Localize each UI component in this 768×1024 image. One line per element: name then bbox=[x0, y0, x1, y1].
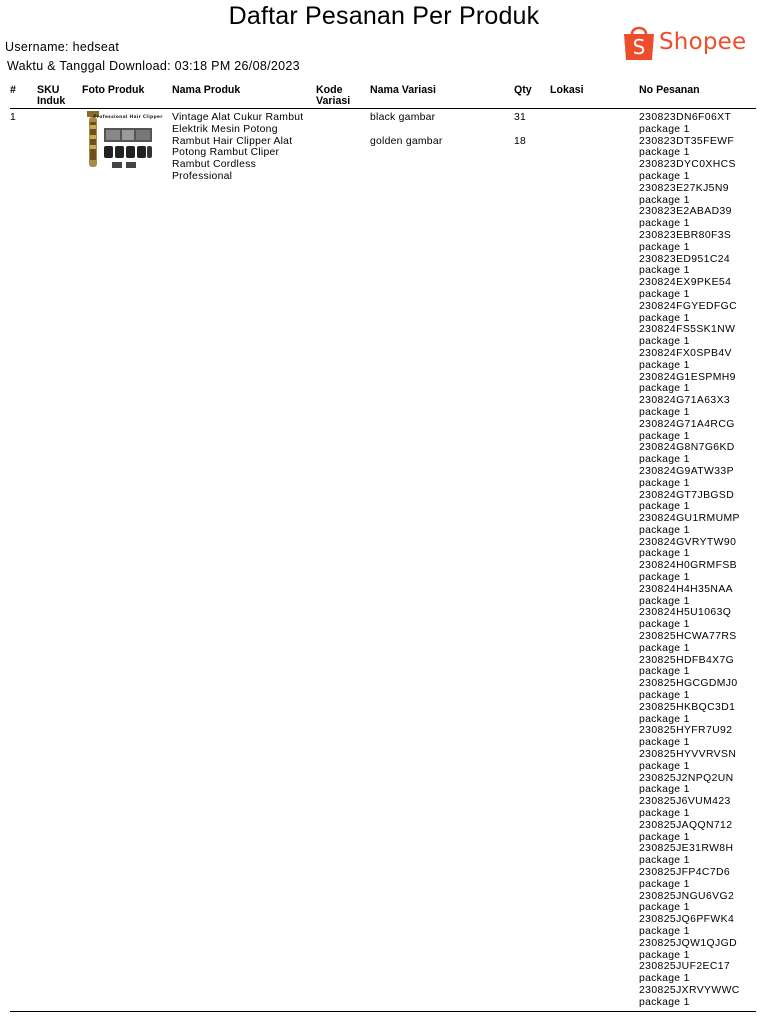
col-no: # bbox=[10, 84, 37, 109]
variant-code bbox=[316, 136, 370, 160]
order-package: package 1 bbox=[639, 147, 690, 159]
download-line bbox=[7, 59, 300, 73]
hair-clipper-product-image bbox=[84, 110, 163, 172]
order-package: package 1 bbox=[639, 690, 690, 702]
order-package: package 1 bbox=[639, 595, 690, 607]
order-package: package 1 bbox=[639, 218, 690, 230]
order-number: 230825HDFB4X7G bbox=[639, 654, 735, 666]
order-number: 230824G8N7G6KD bbox=[639, 442, 735, 454]
order-package: package 1 bbox=[639, 902, 690, 914]
col-photo: Foto Produk bbox=[82, 84, 172, 109]
row-photo bbox=[82, 109, 172, 1012]
order-number: 230825JUF2EC17 bbox=[639, 961, 731, 973]
order-number: 230825JNGU6VG2 bbox=[639, 890, 735, 902]
shopping-bag-icon bbox=[622, 22, 656, 62]
order-number: 230823DYC0XHCS bbox=[639, 159, 736, 171]
order-number: 230824EX9PKE54 bbox=[639, 277, 732, 289]
order-number: 230825J6VUM423 bbox=[639, 796, 731, 808]
col-variant: Nama Variasi bbox=[370, 84, 514, 109]
username-label: Username: bbox=[5, 40, 69, 54]
order-package: package 1 bbox=[639, 524, 690, 536]
order-number: 230825HYFR7U92 bbox=[639, 725, 733, 737]
order-number: 230823EBR80F3S bbox=[639, 229, 732, 241]
order-package: package 1 bbox=[639, 336, 690, 348]
variant-name: golden gambar bbox=[370, 136, 443, 147]
order-package: package 1 bbox=[639, 241, 690, 253]
order-number: 230824H0GRMFSB bbox=[639, 560, 738, 572]
order-number: 230824GVRYTW90 bbox=[639, 536, 737, 548]
page-title: Daftar Pesanan Per Produk bbox=[228, 2, 540, 30]
order-package: package 1 bbox=[639, 359, 690, 371]
order-number: 230824GU1RMUMP bbox=[639, 513, 740, 525]
order-package: package 1 bbox=[639, 406, 690, 418]
variant-code bbox=[316, 112, 370, 136]
order-package: package 1 bbox=[639, 265, 690, 277]
variant-qty: 18 bbox=[514, 136, 527, 147]
order-package: package 1 bbox=[639, 642, 690, 654]
order-number: 230824FS5SK1NW bbox=[639, 324, 736, 336]
row-sku bbox=[37, 109, 82, 1012]
col-orders: No Pesanan bbox=[639, 84, 756, 109]
order-package: package 1 bbox=[639, 878, 690, 890]
order-package: package 1 bbox=[639, 312, 690, 324]
order-number: 230825JFP4C7D6 bbox=[639, 867, 731, 878]
svg-text:S: S bbox=[632, 35, 646, 59]
order-package: package 1 bbox=[639, 760, 690, 772]
order-number: 230823E2ABAD39 bbox=[639, 206, 732, 218]
order-package: package 1 bbox=[639, 548, 690, 560]
row-location bbox=[550, 109, 639, 1012]
order-number: 230825J2NPQ2UN bbox=[639, 772, 734, 784]
order-number: 230823DT35FEWF bbox=[639, 135, 735, 147]
variant-qty: 31 bbox=[514, 112, 527, 123]
order-package: package 1 bbox=[639, 501, 690, 513]
order-package: package 1 bbox=[639, 666, 690, 678]
order-package: package 1 bbox=[639, 383, 690, 395]
order-package: package 1 bbox=[639, 123, 690, 135]
order-package: package 1 bbox=[639, 925, 690, 937]
col-code: Kode Variasi bbox=[316, 84, 370, 109]
username-line bbox=[5, 40, 119, 54]
order-number: 230824G9ATW33P bbox=[639, 465, 734, 477]
col-sku: SKU Induk bbox=[37, 84, 82, 109]
order-number: 230824GT7JBGSD bbox=[639, 489, 735, 501]
order-package: package 1 bbox=[639, 855, 690, 867]
col-product: Nama Produk bbox=[172, 84, 316, 109]
row-variant-codes bbox=[316, 109, 370, 1012]
order-package: package 1 bbox=[639, 831, 690, 843]
variant-name: black gambar bbox=[370, 112, 436, 123]
order-number: 230825JQW1QJGD bbox=[639, 937, 737, 949]
order-number: 230824FX0SPB4V bbox=[639, 347, 732, 359]
order-package: package 1 bbox=[639, 949, 690, 961]
username-value: hedseat bbox=[72, 40, 120, 54]
order-number: 230823E27KJ5N9 bbox=[639, 182, 729, 194]
order-package: package 1 bbox=[639, 808, 690, 820]
order-package: package 1 bbox=[639, 194, 690, 206]
col-location: Lokasi bbox=[550, 84, 639, 109]
order-package: package 1 bbox=[639, 572, 690, 584]
order-package: package 1 bbox=[639, 737, 690, 749]
download-time: 03:18 PM 26/08/2023 bbox=[174, 59, 300, 73]
order-number: 230825JXRVYWWC bbox=[639, 984, 740, 996]
col-qty: Qty bbox=[514, 84, 550, 109]
photo-caption: Professional Hair Clipper bbox=[93, 115, 163, 120]
order-package: package 1 bbox=[639, 784, 690, 796]
order-number: 230825JQ6PFWK4 bbox=[639, 914, 735, 926]
order-number: 230824H5U1063Q bbox=[639, 607, 732, 619]
download-label: Waktu & Tanggal Download: bbox=[7, 59, 171, 73]
orders-table bbox=[10, 84, 756, 1012]
order-number: 230823DN6F06XT bbox=[639, 112, 732, 123]
order-number: 230825HCWA77RS bbox=[639, 631, 737, 643]
order-package: package 1 bbox=[639, 973, 690, 985]
order-number: 230824H4H35NAA bbox=[639, 583, 733, 595]
row-orders bbox=[639, 109, 756, 1012]
order-number: 230825JAQQN712 bbox=[639, 819, 733, 831]
order-number: 230825HGCGDMJ0 bbox=[639, 678, 738, 690]
order-number: 230824G1ESPMH9 bbox=[639, 371, 736, 383]
order-package: package 1 bbox=[639, 996, 690, 1008]
row-variant-names bbox=[370, 109, 514, 1012]
order-number: 230825HYVVRVSN bbox=[639, 749, 737, 761]
order-package: package 1 bbox=[639, 430, 690, 442]
order-number: 230825HKBQC3D1 bbox=[639, 701, 736, 713]
row-no: 1 bbox=[10, 109, 37, 1012]
shopee-logo bbox=[622, 18, 752, 66]
row-variant-qty bbox=[514, 109, 550, 1012]
table-header bbox=[10, 84, 756, 109]
order-package: package 1 bbox=[639, 713, 690, 725]
order-package: package 1 bbox=[639, 454, 690, 466]
order-number: 230824G71A4RCG bbox=[639, 418, 735, 430]
logo-wordmark: Shopee bbox=[659, 29, 747, 55]
order-number: 230825JE31RW8H bbox=[639, 843, 734, 855]
order-package: package 1 bbox=[639, 170, 690, 182]
order-number: 230824G71A63X3 bbox=[639, 395, 731, 407]
order-package: package 1 bbox=[639, 619, 690, 631]
row-product-name: Vintage Alat Cukur Rambut Elektrik Mesin Potong Rambut Hair Clipper Alat Potong Rambut Cliper Rambut Cordless Professional bbox=[172, 109, 316, 1012]
order-number: 230823ED951C24 bbox=[639, 253, 731, 265]
order-package: package 1 bbox=[639, 477, 690, 489]
order-number: 230824FGYEDFGC bbox=[639, 300, 737, 312]
table-row bbox=[10, 109, 756, 1012]
order-package: package 1 bbox=[639, 288, 690, 300]
